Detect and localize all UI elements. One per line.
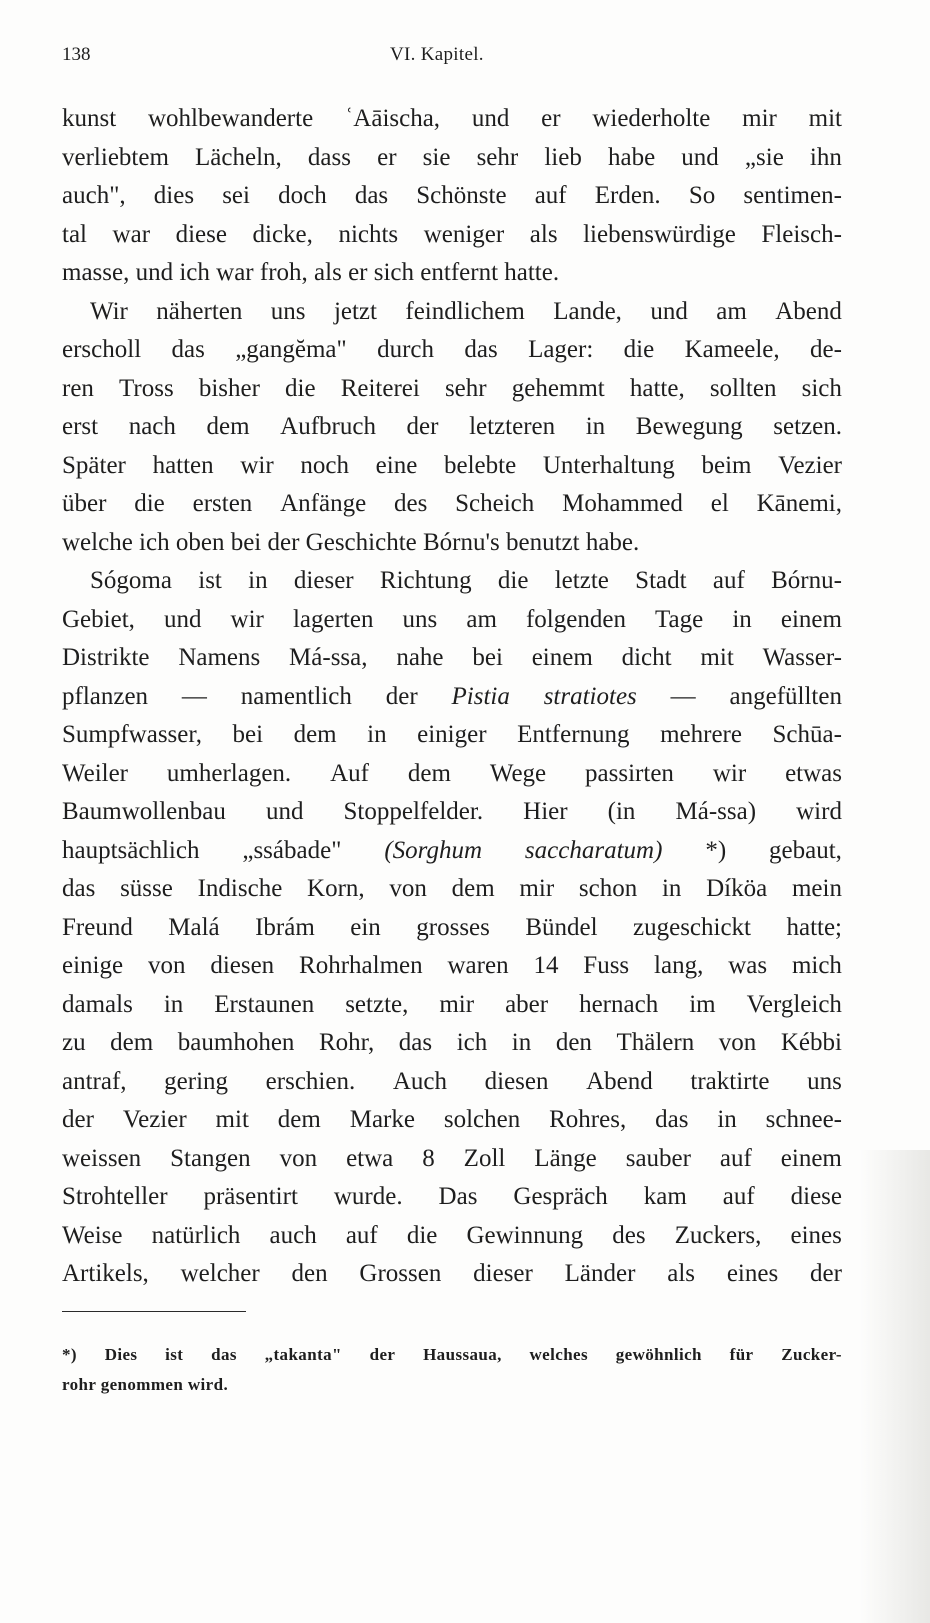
body-line: Baumwollenbau und Stoppelfelder. Hier (in Má-ssa) wird bbox=[62, 798, 842, 825]
body-line: kunst wohlbewanderte ʿAāischa, und er wiederholte mir mit bbox=[62, 105, 842, 132]
body-line: Distrikte Namens Má-ssa, nahe bei einem dicht mit Wasser- bbox=[62, 644, 842, 671]
running-head: VI. Kapitel. bbox=[390, 44, 484, 65]
body-line: Sumpfwasser, bei dem in einiger Entfernung mehrere Schūa- bbox=[62, 721, 842, 748]
body-line: Sógoma ist in dieser Richtung die letzte Stadt auf Bórnu- bbox=[90, 567, 842, 594]
page-number: 138 bbox=[62, 44, 91, 65]
body-line: erscholl das „gangĕma" durch das Lager: die Kameele, de- bbox=[62, 336, 842, 363]
body-line: Später hatten wir noch eine belebte Unterhaltung beim Vezier bbox=[62, 451, 842, 479]
footnote-divider bbox=[62, 1311, 246, 1312]
body-line: auch", dies sei doch das Schönste auf Erden. So sentimen- bbox=[62, 182, 842, 209]
body-line: damals in Erstaunen setzte, mir aber hernach im Vergleich bbox=[62, 990, 842, 1018]
body-line: masse, und ich war froh, als er sich entfernt hatte. bbox=[62, 259, 560, 286]
body-line: Wir näherten uns jetzt feindlichem Lande, und am Abend bbox=[90, 297, 842, 325]
body-line: verliebtem Lächeln, dass er sie sehr lieb habe und „sie ihn bbox=[62, 143, 842, 171]
body-line: Gebiet, und wir lagerten uns am folgenden Tage in einem bbox=[62, 605, 842, 633]
footnote-line: *) Dies ist das „takanta" der Haussaua, welches gewöhnlich für Zucker- bbox=[62, 1345, 842, 1364]
body-line: welche ich oben bei der Geschichte Bórnu's benutzt habe. bbox=[62, 528, 640, 556]
body-line: Artikels, welcher den Grossen dieser Länder als eines der bbox=[62, 1260, 842, 1287]
body-line: einige von diesen Rohrhalmen waren 14 Fuss lang, was mich bbox=[62, 952, 842, 979]
body-line: hauptsächlich „ssábade" (Sorghum saccharatum) *) gebaut, bbox=[62, 836, 842, 864]
body-text bbox=[62, 100, 842, 1294]
body-line: über die ersten Anfänge des Scheich Mohammed el Kānemi, bbox=[62, 490, 842, 517]
footnote-line: rohr genommen wird. bbox=[62, 1375, 229, 1394]
body-line: erst nach dem Aufbruch der letzteren in Bewegung setzen. bbox=[62, 413, 842, 440]
body-line: Weiler umherlagen. Auf dem Wege passirten wir etwas bbox=[62, 759, 842, 787]
body-line: Strohteller präsentirt wurde. Das Gespräch kam auf diese bbox=[62, 1183, 842, 1210]
body-line: zu dem baumhohen Rohr, das ich in den Thälern von Kébbi bbox=[62, 1029, 842, 1056]
page-edge-shadow bbox=[860, 1150, 930, 1623]
body-line: Weise natürlich auch auf die Gewinnung des Zuckers, eines bbox=[62, 1221, 842, 1249]
footnote bbox=[62, 1340, 842, 1400]
page-header bbox=[62, 44, 842, 74]
body-line: antraf, gering erschien. Auch diesen Abend traktirte uns bbox=[62, 1067, 842, 1095]
body-line: der Vezier mit dem Marke solchen Rohres, das in schnee- bbox=[62, 1106, 842, 1133]
body-line: Freund Malá Ibrám ein grosses Bündel zugeschickt hatte; bbox=[62, 913, 842, 941]
body-line: das süsse Indische Korn, von dem mir schon in Díköa mein bbox=[62, 875, 842, 902]
body-line: ren Tross bisher die Reiterei sehr gehemmt hatte, sollten sich bbox=[62, 374, 842, 402]
body-line: pflanzen — namentlich der Pistia stratiotes — angefüllten bbox=[62, 682, 842, 710]
body-line: tal war diese dicke, nichts weniger als liebenswürdige Fleisch- bbox=[62, 220, 842, 248]
body-line: weissen Stangen von etwa 8 Zoll Länge sauber auf einem bbox=[62, 1144, 842, 1172]
